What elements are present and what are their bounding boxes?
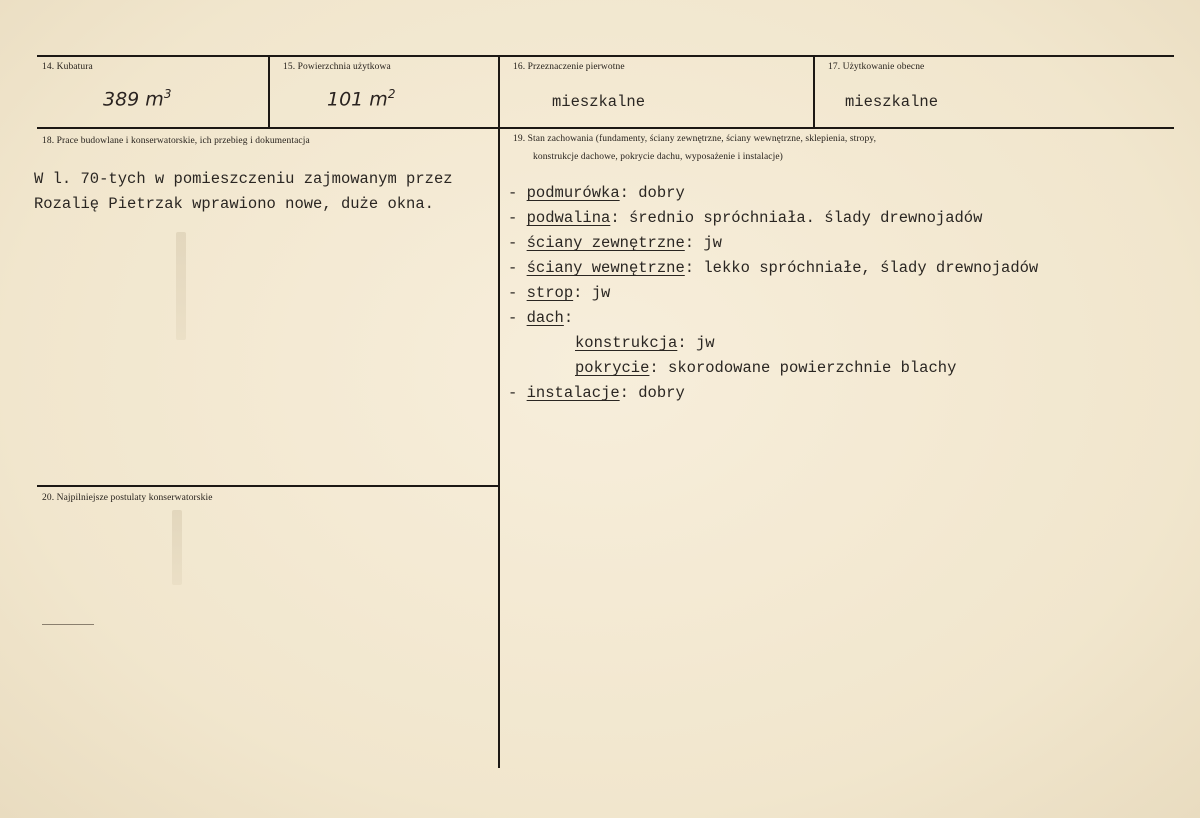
stan-value: skorodowane powierzchnie blachy: [658, 359, 957, 377]
stan-dash: -: [508, 234, 518, 252]
stan-value: jw: [582, 284, 611, 302]
prace-line-2: Rozalię Pietrzak wprawiono nowe, duże okna.: [34, 195, 434, 213]
stan-sep: :: [563, 309, 574, 327]
stan-item: [508, 209, 982, 227]
stan-value: dobry: [628, 184, 685, 202]
stan-sep: :: [619, 184, 629, 202]
stan-key: pokrycie: [575, 359, 650, 377]
stan-sep: :: [619, 384, 629, 402]
stan-dash: -: [508, 309, 518, 327]
stan-value: średnio spróchniała. ślady drewnojadów: [619, 209, 983, 227]
stan-label-line-1: 19. Stan zachowania (fundamenty, ściany zewnętrzne, ściany wewnętrzne, sklepienia, stropy,: [513, 134, 877, 144]
stan-key: podwalina: [526, 209, 611, 227]
stan-key: strop: [526, 284, 574, 302]
prace-label: 18. Prace budowlane i konserwatorskie, ich przebieg i dokumentacja: [42, 136, 310, 146]
stan-dash: -: [508, 284, 518, 302]
powierzchnia-exponent: 2: [387, 87, 396, 101]
stan-subitem: [575, 334, 715, 352]
left-column-divider-rule: [37, 485, 499, 487]
stan-value: dobry: [628, 384, 685, 402]
col-divider-1: [268, 55, 270, 128]
paper-smudge: [176, 232, 186, 340]
stan-dash: -: [508, 184, 518, 202]
stan-sep: :: [684, 234, 695, 252]
kubatura-value: [103, 87, 171, 110]
kubatura-exponent: 3: [163, 87, 172, 101]
stan-item: [508, 259, 1038, 277]
stan-key: konstrukcja: [575, 334, 678, 352]
stan-item: [508, 384, 685, 402]
stan-dash: -: [508, 384, 518, 402]
stan-sep: :: [684, 259, 695, 277]
stan-sep: :: [677, 334, 687, 352]
stan-dash: -: [508, 209, 518, 227]
col-divider-2: [498, 55, 500, 768]
stan-item: [508, 184, 685, 202]
stan-item: [508, 234, 722, 252]
uzytkowanie-label: 17. Użytkowanie obecne: [828, 62, 925, 72]
top-rule: [37, 55, 1174, 57]
short-rule: [42, 624, 94, 625]
stan-dash: -: [508, 259, 518, 277]
stan-sep: :: [573, 284, 583, 302]
powierzchnia-label: 15. Powierzchnia użytkowa: [283, 62, 391, 72]
stan-key: ściany wewnętrzne: [526, 259, 685, 277]
stan-item: [508, 284, 610, 302]
stan-value: jw: [686, 334, 715, 352]
stan-sep: :: [649, 359, 659, 377]
paper-smudge: [172, 510, 182, 585]
col-divider-3: [813, 55, 815, 128]
stan-value: lekko spróchniałe, ślady drewnojadów: [694, 259, 1039, 277]
stan-item: [508, 309, 573, 327]
row1-rule: [37, 127, 1174, 129]
przeznaczenie-value: mieszkalne: [552, 93, 646, 111]
stan-key: dach: [526, 309, 564, 327]
stan-key: ściany zewnętrzne: [526, 234, 685, 252]
kubatura-number: 389 m: [103, 88, 164, 111]
postulaty-label: 20. Najpilniejsze postulaty konserwatorskie: [42, 493, 213, 503]
stan-sep: :: [610, 209, 620, 227]
uzytkowanie-value: mieszkalne: [845, 93, 939, 111]
stan-key: podmurówka: [526, 184, 620, 202]
powierzchnia-value: [327, 87, 395, 110]
stan-subitem: [575, 359, 956, 377]
stan-label-line-2: konstrukcje dachowe, pokrycie dachu, wyposażenie i instalacje): [533, 152, 783, 162]
prace-line-1: W l. 70-tych w pomieszczeniu zajmowanym przez: [34, 170, 453, 188]
przeznaczenie-label: 16. Przeznaczenie pierwotne: [513, 62, 625, 72]
powierzchnia-number: 101 m: [327, 88, 388, 111]
kubatura-label: 14. Kubatura: [42, 62, 93, 72]
stan-value: jw: [694, 234, 722, 252]
stan-key: instalacje: [526, 384, 620, 402]
